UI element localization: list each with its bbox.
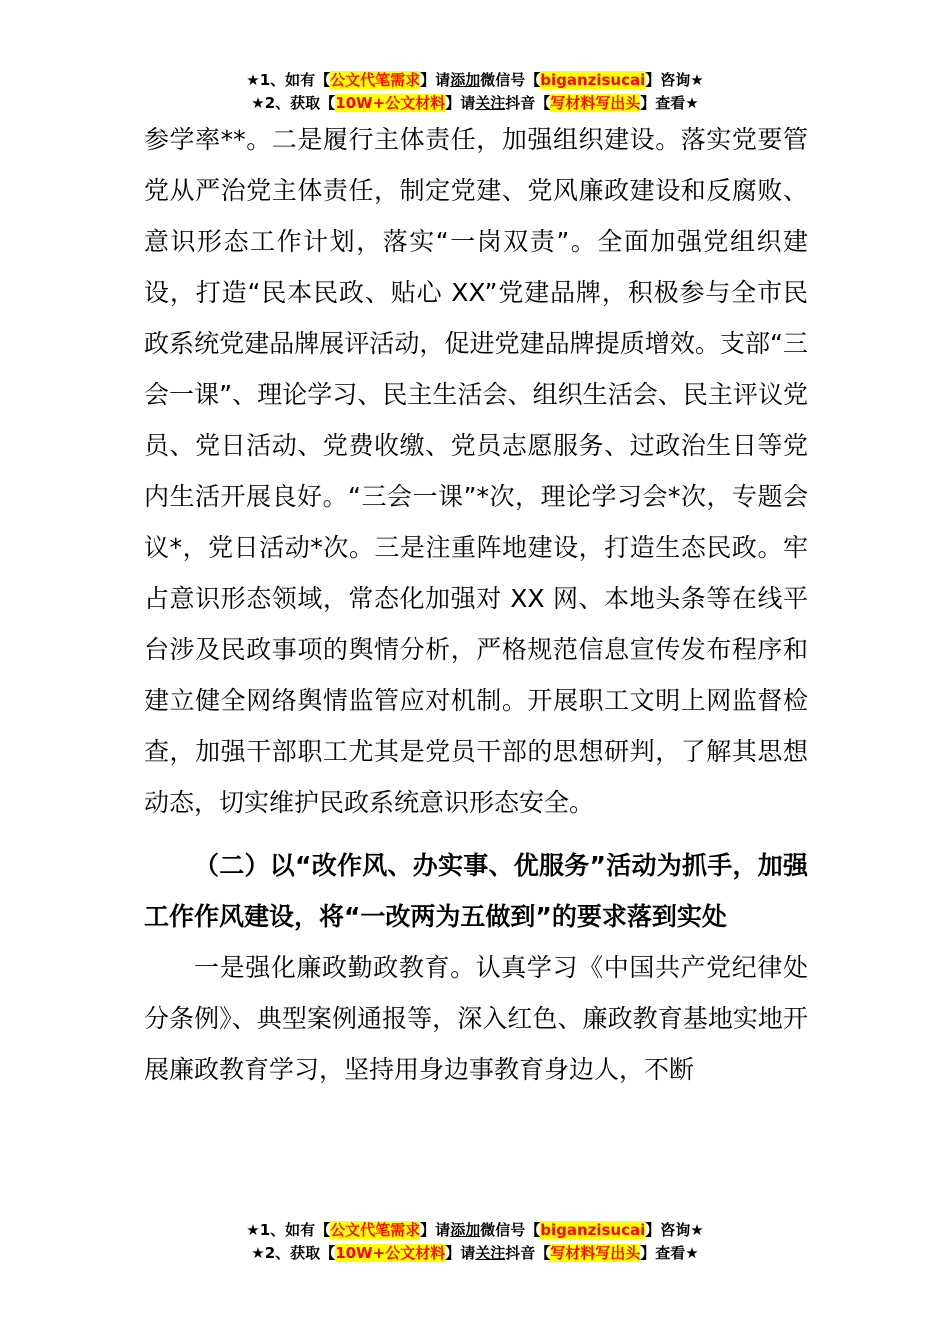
promo-line-2-highlight-materials: 10W+公文材料 xyxy=(335,94,446,112)
promo-line-2-mid2: 抖音【 xyxy=(505,94,551,112)
promo-line-2-underlined: 关注 xyxy=(475,94,506,112)
promo-line-1-mid2: 微信号【 xyxy=(480,71,541,89)
promo-line-1-suffix: 】咨询★ xyxy=(645,1221,704,1239)
promo-line-1-prefix: ★1、如有【 xyxy=(246,71,331,89)
promo-line-1-highlight-service: 公文代笔需求 xyxy=(330,1221,421,1239)
promo-line-2-mid: 】请 xyxy=(445,94,476,112)
promo-line-1-mid2: 微信号【 xyxy=(480,1221,541,1239)
promo-line-1-underlined: 添加 xyxy=(450,1221,481,1239)
promo-line-1-prefix: ★1、如有【 xyxy=(246,1221,331,1239)
promo-line-1-underlined: 添加 xyxy=(450,71,481,89)
promo-line-2-underlined: 关注 xyxy=(475,1244,506,1262)
promo-line-1-mid: 】请 xyxy=(420,71,451,89)
document-body xyxy=(144,114,808,1095)
promo-line-2 xyxy=(0,1242,950,1265)
body-paragraph-1: 参学率**。二是履行主体责任，加强组织建设。落实党要管党从严治党主体责任，制定党建、党风廉政建设和反腐败、意识形态工作计划，落实“一岗双责”。全面加强党组织建设，打造“民本民政、贴心 XX”党建品牌，积极参与全市民政系统党建品牌展评活动，促进党建品牌提质增效。支部“三会一课”、理论学习、民主生活会、组织生活会、民主评议党员、党日活动、党费收缴、党员志愿服务、过政治生日等党内生活开展良好。“三会一课”*次，理论学习会*次，专题会议*，党日活动*次。三是注重阵地建设，打造生态民政。牢占意识形态领域，常态化加强对 XX 网、本地头条等在线平台涉及民政事项的舆情分析，严格规范信息宣传发布程序和建立健全网络舆情监管应对机制。开展职工文明上网监督检查，加强干部职工尤其是党员干部的思想研判，了解其思想动态，切实维护民政系统意识形态安全。 xyxy=(144,125,808,817)
promo-line-2-highlight-douyin: 写材料写出头 xyxy=(550,94,641,112)
promo-line-1-highlight-service: 公文代笔需求 xyxy=(330,71,421,89)
promo-line-2-mid: 】请 xyxy=(445,1244,476,1262)
promo-line-2-suffix: 】查看★ xyxy=(640,1244,699,1262)
promo-line-1-mid: 】请 xyxy=(420,1221,451,1239)
promo-line-1-suffix: 】咨询★ xyxy=(645,71,704,89)
body-paragraph-2: 一是强化廉政勤政教育。认真学习《中国共产党纪律处分条例》、典型案例通报等，深入红色、廉政教育基地实地开展廉政教育学习，坚持用身边事教育身边人，不断 xyxy=(144,953,808,1084)
promo-line-2-highlight-douyin: 写材料写出头 xyxy=(550,1244,641,1262)
promo-line-2-prefix: ★2、获取【 xyxy=(251,94,336,112)
promo-line-2-prefix: ★2、获取【 xyxy=(251,1244,336,1262)
promo-banner-top xyxy=(0,69,950,115)
promo-line-1-highlight-wechat: biganzisucai xyxy=(540,71,646,89)
promo-banner-bottom xyxy=(0,1219,950,1265)
promo-line-2-highlight-materials: 10W+公文材料 xyxy=(335,1244,446,1262)
promo-line-1 xyxy=(0,1219,950,1242)
promo-line-1-highlight-wechat: biganzisucai xyxy=(540,1221,646,1239)
promo-line-2-mid2: 抖音【 xyxy=(505,1244,551,1262)
section-heading: （二）以“改作风、办实事、优服务”活动为抓手，加强工作作风建设，将“一改两为五做到”的要求落到实处 xyxy=(144,851,808,931)
promo-line-2 xyxy=(0,92,950,115)
promo-line-1 xyxy=(0,69,950,92)
promo-line-2-suffix: 】查看★ xyxy=(640,94,699,112)
